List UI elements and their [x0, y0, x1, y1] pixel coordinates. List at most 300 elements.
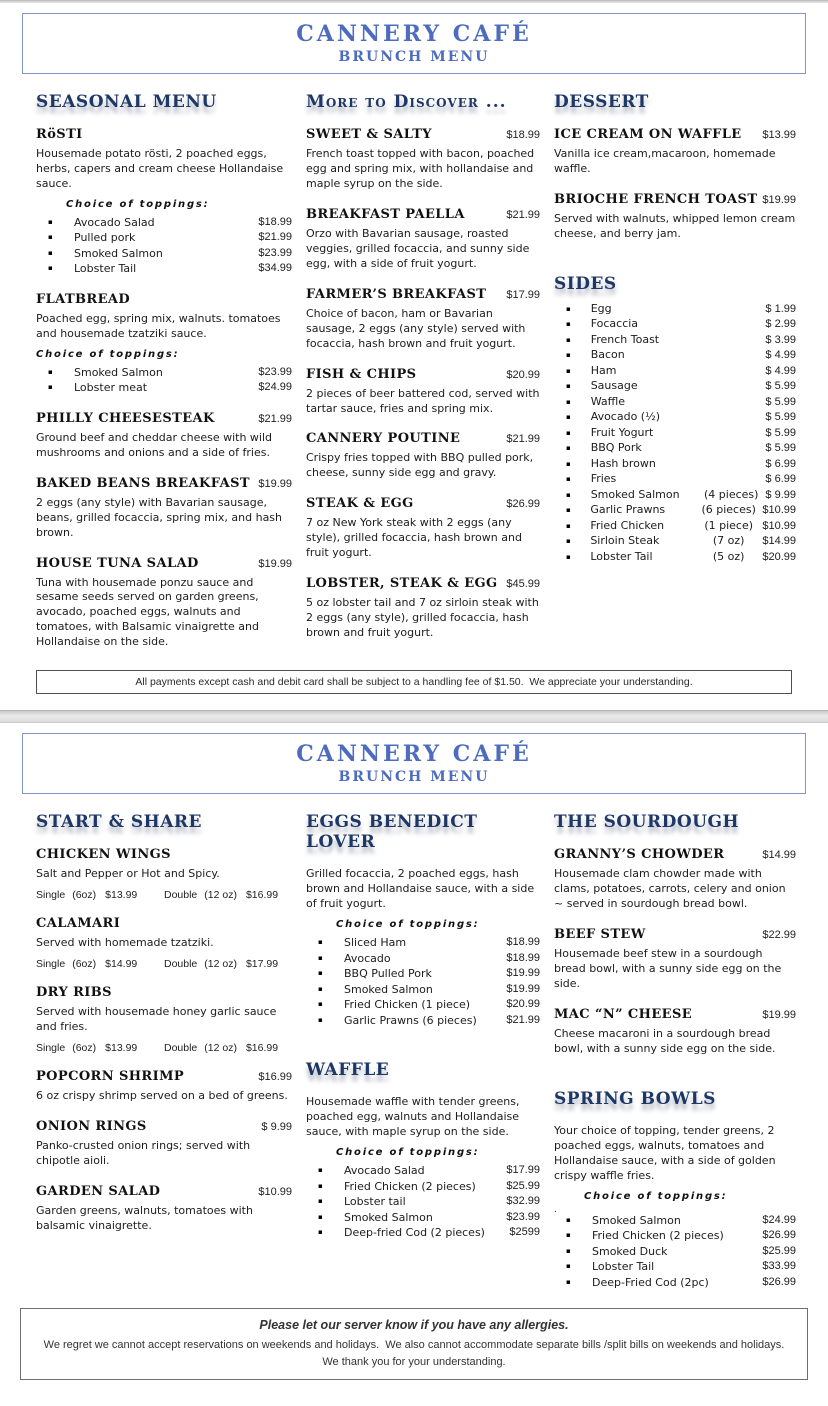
sides-list	[554, 302, 796, 566]
side-row	[554, 426, 796, 442]
topping-row	[306, 1225, 540, 1241]
size-option	[164, 958, 292, 970]
bullet-icon: ▪	[48, 264, 53, 273]
section-heading: START & SHARE	[36, 812, 202, 833]
menu-item	[36, 847, 292, 901]
menu-item	[36, 1119, 292, 1169]
bullet-icon: ▪	[318, 953, 323, 962]
item-description: 2 eggs (any style) with Bavarian sausage, beans, grilled focaccia, spring mix, and hash brown.	[36, 495, 283, 539]
menu-item	[554, 927, 796, 992]
topping-price: $19.99	[506, 967, 540, 980]
size-label: Single	[36, 889, 66, 902]
side-row	[554, 534, 796, 550]
item-title-row	[554, 1007, 796, 1022]
bottom-padding	[0, 1380, 828, 1406]
bullet-icon: ▪	[48, 233, 53, 242]
item-price: $26.99	[506, 498, 540, 511]
bullet-icon: ▪	[566, 1277, 571, 1286]
topping-price: $17.99	[506, 1164, 540, 1177]
size-option	[36, 889, 164, 901]
item-title-row	[554, 127, 796, 142]
item-price: $13.99	[762, 129, 796, 141]
bullet-icon: ▪	[566, 521, 571, 530]
topping-price: $20.99	[506, 998, 540, 1011]
menu-item	[36, 916, 292, 970]
side-price: $ 9.99	[765, 488, 796, 501]
item-description: Served with housemade honey garlic sauce and fries.	[36, 1005, 277, 1034]
side-name: Fries	[590, 472, 617, 486]
size-qty: (6oz)	[72, 889, 97, 902]
size-qty: (6oz)	[72, 1042, 97, 1055]
item-description: French toast topped with bacon, poached egg and spring mix, with hollandaise and maple syrup on the side.	[306, 147, 535, 190]
side-qty	[697, 348, 765, 364]
item-title-row	[306, 496, 540, 511]
item-title: ONION RINGS	[36, 1119, 147, 1135]
item-title: LOBSTER, STEAK & EGG	[306, 576, 498, 592]
allergy-line: Please let our server know if you have any allergies.	[259, 1318, 569, 1333]
item-description: Panko-crusted onion rings; served with chipotle aioli.	[36, 1139, 251, 1168]
item-description: Grilled focaccia, 2 poached eggs, hash brown and Hollandaise sauce, with a side of fruit yogurt.	[306, 867, 535, 911]
topping-row	[306, 1163, 540, 1179]
topping-price: $19.99	[506, 982, 540, 995]
topping-row	[36, 215, 292, 231]
topping-price: $18.99	[506, 936, 540, 949]
menu-column-2	[306, 86, 540, 641]
side-price: $ 5.99	[765, 395, 796, 408]
bullet-icon: ▪	[566, 413, 571, 422]
item-title: GRANNY’S CHOWDER	[554, 847, 725, 863]
bullet-icon: ▪	[566, 459, 571, 468]
item-description: Tuna with housemade ponzu sauce and sesame seeds served on garden greens, avocado, poached eggs, walnuts and tomatoes, with Balsamic vinaigrette and Hollandaise on the side.	[36, 575, 259, 649]
item-price: $22.99	[762, 929, 796, 942]
topping-price: $26.99	[762, 1229, 796, 1242]
side-price: $10.99	[762, 504, 796, 517]
item-title: DRY RIBS	[36, 985, 112, 1001]
reservations-line: We regret we cannot accept reservations on weekends and holidays. We also cannot accommodate separate bills /split bills on weekends and holidays.	[43, 1339, 785, 1352]
allergy-notice-box	[20, 1308, 808, 1380]
side-price: $ 1.99	[765, 302, 796, 315]
side-qty	[697, 379, 765, 395]
thanks-line: We thank you for your understanding.	[322, 1356, 506, 1369]
section-heading: THE SOURDOUGH	[554, 812, 740, 833]
item-title: MAC “N” CHEESE	[554, 1007, 693, 1023]
item-title-row	[36, 985, 292, 1000]
topping-name: Avocado Salad	[344, 1164, 425, 1178]
topping-price: $34.99	[258, 262, 292, 275]
section-heading: DESSERT	[554, 92, 649, 112]
choice-label: Choice of toppings:	[66, 198, 210, 210]
topping-name: Sliced Ham	[344, 936, 407, 950]
item-price: $14.99	[762, 849, 796, 862]
item-title-row	[306, 127, 540, 142]
side-name: Sirloin Steak	[590, 534, 660, 548]
topping-price: $18.99	[258, 215, 292, 228]
topping-row	[36, 380, 292, 396]
size-price: $13.99	[105, 1042, 138, 1055]
item-title: FARMER’S BREAKFAST	[306, 286, 487, 302]
item-title-row	[36, 1069, 292, 1084]
size-price: $16.99	[245, 1042, 279, 1055]
topping-name: Fried Chicken (1 piece)	[344, 998, 471, 1012]
item-title: BAKED BEANS BREAKFAST	[36, 475, 250, 491]
menu-item	[306, 127, 540, 192]
side-qty: (5 oz)	[712, 549, 745, 563]
page-divider	[0, 710, 828, 723]
size-option	[164, 1042, 292, 1054]
item-price: $20.99	[506, 368, 540, 381]
bullet-icon: ▪	[318, 984, 323, 993]
topping-name: Smoked Salmon	[344, 1210, 433, 1224]
side-qty	[697, 302, 765, 318]
menu-item	[554, 1124, 796, 1290]
item-title-row	[36, 411, 292, 426]
menu-item	[36, 292, 292, 396]
size-qty: (12 oz)	[204, 958, 237, 971]
side-name: Fried Chicken	[590, 518, 665, 532]
topping-name: Deep-fried Cod (2 pieces)	[344, 1226, 485, 1240]
topping-row	[554, 1213, 796, 1229]
side-row	[554, 302, 796, 318]
item-description: Housemade beef stew in a sourdough bread bowl, with a sunny side egg on the side.	[554, 947, 782, 991]
item-title-row	[36, 1184, 292, 1199]
cafe-title: CANNERY CAFÉ	[296, 741, 532, 768]
menu-column-3	[554, 806, 796, 1290]
item-description: Poached egg, spring mix, walnuts. tomatoes and housemade tzatziki sauce.	[36, 311, 281, 340]
item-title-row	[554, 847, 796, 862]
item-title: CANNERY POUTINE	[306, 431, 461, 447]
topping-price: $26.99	[762, 1275, 796, 1288]
topping-name: Lobster Tail	[74, 262, 137, 276]
menu-item	[306, 367, 540, 417]
bullet-icon: ▪	[566, 506, 571, 515]
item-title-row	[306, 431, 540, 446]
item-title: BRIOCHE FRENCH TOAST	[554, 191, 758, 207]
topping-name: Lobster tail	[344, 1195, 406, 1209]
side-row	[554, 503, 796, 519]
bullet-icon: ▪	[318, 938, 323, 947]
bullet-icon: ▪	[48, 217, 53, 226]
bullet-icon: ▪	[48, 248, 53, 257]
side-name: Fruit Yogurt	[590, 425, 654, 439]
bullet-icon: ▪	[48, 367, 53, 376]
side-price: $ 5.99	[765, 426, 796, 439]
topping-row	[306, 1194, 540, 1210]
size-label: Single	[36, 1042, 66, 1055]
topping-row	[306, 1179, 540, 1195]
bullet-icon: ▪	[566, 552, 571, 561]
item-title-row	[306, 367, 540, 382]
item-title-row	[36, 476, 292, 491]
topping-row	[36, 261, 292, 277]
side-qty: (6 pieces)	[701, 503, 756, 517]
item-description: 7 oz New York steak with 2 eggs (any style), grilled focaccia, hash brown and fruit yogurt.	[306, 516, 522, 560]
menu-item	[554, 1007, 796, 1057]
menu-subtitle: BRUNCH MENU	[338, 769, 490, 786]
topping-name: Fried Chicken (2 pieces)	[592, 1229, 724, 1243]
bullet-icon: ▪	[318, 1015, 323, 1024]
bullet-icon: ▪	[566, 537, 571, 546]
topping-row	[554, 1259, 796, 1275]
topping-price: $2599	[509, 1226, 540, 1239]
choice-label: Choice of toppings:	[336, 919, 480, 931]
item-title: STEAK & EGG	[306, 496, 414, 512]
side-row	[554, 364, 796, 380]
menu-column-3	[554, 86, 796, 565]
item-description: 6 oz crispy shrimp served on a bed of greens.	[36, 1089, 288, 1103]
side-row	[554, 488, 796, 504]
topping-name: Deep-Fried Cod (2pc)	[592, 1275, 709, 1289]
item-description: Housemade potato rösti, 2 poached eggs, herbs, capers and cream cheese Hollandaise sauce.	[36, 147, 284, 190]
side-qty	[697, 317, 765, 333]
topping-name: Smoked Salmon	[592, 1213, 681, 1227]
bullet-icon: ▪	[566, 351, 571, 360]
topping-name: Lobster Tail	[592, 1260, 655, 1274]
menu-column-2	[306, 806, 540, 1240]
topping-name: Smoked Salmon	[74, 246, 163, 260]
item-description: Your choice of topping, tender greens, 2 poached eggs, walnuts, tomatoes and Hollandaise sauce, with a side of golden crispy waffle fries.	[554, 1123, 776, 1182]
item-title: ICE CREAM ON WAFFLE	[554, 127, 742, 142]
choice-label: Choice of toppings:	[584, 1190, 728, 1202]
menu-item	[554, 127, 796, 177]
item-price: $21.99	[506, 433, 540, 446]
topping-name: Smoked Salmon	[74, 365, 163, 379]
item-title: FLATBREAD	[36, 291, 131, 307]
item-title-row	[306, 207, 540, 222]
item-title: PHILLY CHEESESTEAK	[36, 410, 215, 426]
menu-item	[36, 1184, 292, 1234]
menu-header-box	[22, 13, 806, 74]
cafe-title: CANNERY CAFÉ	[296, 21, 532, 47]
item-title-row	[36, 292, 292, 307]
topping-row	[306, 982, 540, 998]
topping-price: $24.99	[762, 1213, 796, 1226]
topping-name: Garlic Prawns (6 pieces)	[344, 1013, 477, 1027]
section-heading: SIDES	[554, 273, 617, 294]
item-title-row	[36, 127, 292, 142]
side-name: Garlic Prawns	[590, 503, 666, 517]
size-options	[36, 958, 292, 970]
size-price: $17.99	[245, 958, 279, 971]
size-label: Double	[164, 889, 198, 902]
topping-row	[554, 1275, 796, 1291]
item-description: 2 pieces of beer battered cod, served with tartar sauce, fries and spring mix.	[306, 386, 540, 415]
section-heading: SEASONAL MENU	[36, 92, 217, 112]
menu-page-1	[0, 13, 828, 694]
menu-item	[36, 411, 292, 461]
menu-item	[554, 847, 796, 912]
side-qty	[697, 364, 765, 380]
side-price: $ 3.99	[765, 333, 796, 346]
size-qty: (12 oz)	[204, 1042, 237, 1055]
side-name: Smoked Salmon	[590, 487, 680, 501]
side-qty	[697, 410, 765, 426]
topping-price: $18.99	[506, 951, 540, 964]
topping-row	[554, 1228, 796, 1244]
item-description: Salt and Pepper or Hot and Spicy.	[36, 867, 220, 881]
side-name: French Toast	[590, 332, 660, 346]
menu-item	[306, 207, 540, 272]
item-title: BEEF STEW	[554, 927, 646, 943]
topping-row	[306, 997, 540, 1013]
side-name: Hash brown	[590, 456, 656, 470]
side-row	[554, 550, 796, 566]
topping-price: $23.99	[506, 1210, 540, 1223]
topping-price: $23.99	[258, 365, 292, 378]
item-description: Served with walnuts, whipped lemon cream cheese, and berry jam.	[554, 211, 796, 240]
side-row	[554, 379, 796, 395]
item-description: Orzo with Bavarian sausage, roasted veggies, grilled focaccia, and sunny side egg, with a side of fruit yogurt.	[306, 226, 530, 270]
side-name: Lobster Tail	[590, 549, 653, 563]
topping-name: Avocado Salad	[74, 215, 155, 229]
item-price: $19.99	[762, 193, 796, 206]
section-heading: More to Discover ...	[306, 92, 507, 112]
item-price: $19.99	[258, 477, 292, 490]
item-title: BREAKFAST PAELLA	[306, 206, 465, 222]
item-title-row	[36, 916, 292, 931]
side-row	[554, 441, 796, 457]
side-row	[554, 410, 796, 426]
bullet-icon: ▪	[318, 1166, 323, 1175]
topping-row	[306, 935, 540, 951]
item-price: $45.99	[506, 578, 540, 591]
menu-page-2	[0, 733, 828, 1406]
item-title: CALAMARI	[36, 916, 121, 932]
side-row	[554, 472, 796, 488]
bullet-icon: ▪	[318, 969, 323, 978]
bullet-icon: ▪	[566, 428, 571, 437]
topping-row	[306, 1013, 540, 1029]
size-option	[36, 958, 164, 970]
size-label: Double	[164, 958, 198, 971]
menu-columns	[0, 74, 828, 650]
item-price: $16.99	[258, 1071, 292, 1084]
side-price: $ 4.99	[765, 349, 796, 362]
side-price: $ 5.99	[765, 411, 796, 424]
bullet-icon: ▪	[566, 335, 571, 344]
side-name: Sausage	[590, 379, 638, 393]
bullet-icon: ▪	[318, 1197, 323, 1206]
side-qty	[697, 426, 765, 442]
topping-name: Fried Chicken (2 pieces)	[344, 1179, 476, 1193]
item-description: Housemade clam chowder made with clams, potatoes, carrots, celery and onion ~ served in sourdough bread bowl.	[554, 867, 786, 911]
side-row	[554, 333, 796, 349]
bullet-icon: ▪	[566, 1262, 571, 1271]
size-price: $13.99	[105, 889, 138, 902]
item-title-row	[306, 287, 540, 302]
bullet-icon: ▪	[318, 1000, 323, 1009]
menu-item	[36, 1069, 292, 1104]
item-description: Choice of bacon, ham or Bavarian sausage, 2 eggs (any style) served with focaccia, hash brown and fruit yogurt.	[306, 306, 526, 350]
side-qty: (4 pieces)	[704, 487, 759, 501]
item-price: $21.99	[258, 412, 292, 425]
item-description: Ground beef and cheddar cheese with wild mushrooms and onions and a side of fries.	[36, 430, 273, 459]
menu-item	[306, 867, 540, 1028]
menu-item	[306, 576, 540, 641]
side-price: $14.99	[762, 535, 796, 548]
side-qty: (1 piece)	[704, 518, 754, 532]
item-title-row	[554, 927, 796, 942]
side-name: Waffle	[590, 394, 626, 408]
item-description: Cheese macaroni in a sourdough bread bowl, with a sunny side egg on the side.	[554, 1027, 776, 1055]
topping-name: Pulled pork	[74, 231, 136, 245]
size-options	[36, 889, 292, 901]
topping-row	[554, 1244, 796, 1260]
menu-columns	[0, 794, 828, 1290]
side-name: BBQ Pork	[590, 441, 642, 455]
topping-name: Smoked Salmon	[344, 982, 433, 996]
size-label: Single	[36, 958, 66, 971]
topping-row	[36, 246, 292, 262]
handling-fee-note: All payments except cash and debit card shall be subject to a handling fee of $1.50. We appreciate your understanding.	[36, 670, 792, 694]
item-price: $10.99	[258, 1185, 292, 1198]
side-name: Avocado (½)	[590, 410, 661, 424]
side-qty: (7 oz)	[712, 534, 745, 548]
menu-column-1	[36, 806, 292, 1234]
bullet-icon: ▪	[566, 444, 571, 453]
topping-name: Smoked Duck	[592, 1244, 668, 1258]
bullet-icon: ▪	[566, 475, 571, 484]
item-title-row	[554, 192, 796, 207]
item-title: HOUSE TUNA SALAD	[36, 555, 199, 571]
choice-label: Choice of toppings:	[336, 1147, 480, 1159]
page-top-edge	[0, 0, 828, 3]
side-name: Ham	[590, 363, 617, 377]
size-label: Double	[164, 1042, 198, 1055]
menu-item	[306, 431, 540, 481]
bullet-icon: ▪	[566, 490, 571, 499]
section-heading: WAFFLE	[306, 1060, 390, 1081]
topping-name: BBQ Pulled Pork	[344, 967, 432, 981]
topping-price: $23.99	[258, 246, 292, 259]
side-qty	[697, 333, 765, 349]
side-qty	[697, 472, 765, 488]
topping-price: $21.99	[506, 1013, 540, 1026]
size-qty: (12 oz)	[204, 889, 237, 902]
item-price: $19.99	[762, 1009, 796, 1022]
topping-row	[306, 966, 540, 982]
bullet-icon: ▪	[566, 1215, 571, 1224]
item-title: POPCORN SHRIMP	[36, 1069, 185, 1085]
size-option	[36, 1042, 164, 1054]
item-title-row	[36, 847, 292, 862]
menu-item	[306, 1095, 540, 1240]
size-qty: (6oz)	[72, 958, 97, 971]
menu-column-1	[36, 86, 292, 650]
item-description: Garden greens, walnuts, tomatoes with balsamic vinaigrette.	[36, 1203, 253, 1232]
topping-price: $33.99	[762, 1260, 796, 1273]
side-price: $20.99	[762, 550, 796, 563]
menu-item	[306, 496, 540, 561]
topping-row	[36, 365, 292, 381]
item-title-row	[36, 556, 292, 571]
item-title: CHICKEN WINGS	[36, 847, 171, 863]
side-price: $ 5.99	[765, 380, 796, 393]
topping-price: $24.99	[258, 381, 292, 394]
side-price: $ 2.99	[765, 318, 796, 331]
bullet-icon: ▪	[318, 1228, 323, 1237]
side-row	[554, 395, 796, 411]
item-title: FISH & CHIPS	[306, 366, 417, 382]
side-row	[554, 348, 796, 364]
side-qty	[697, 441, 765, 457]
bullet-icon: ▪	[566, 397, 571, 406]
item-price: $21.99	[506, 208, 540, 221]
item-title-row	[306, 576, 540, 591]
side-qty	[697, 395, 765, 411]
item-price: $18.99	[506, 129, 540, 141]
menu-subtitle: BRUNCH MENU	[338, 49, 490, 65]
side-name: Bacon	[590, 348, 625, 362]
